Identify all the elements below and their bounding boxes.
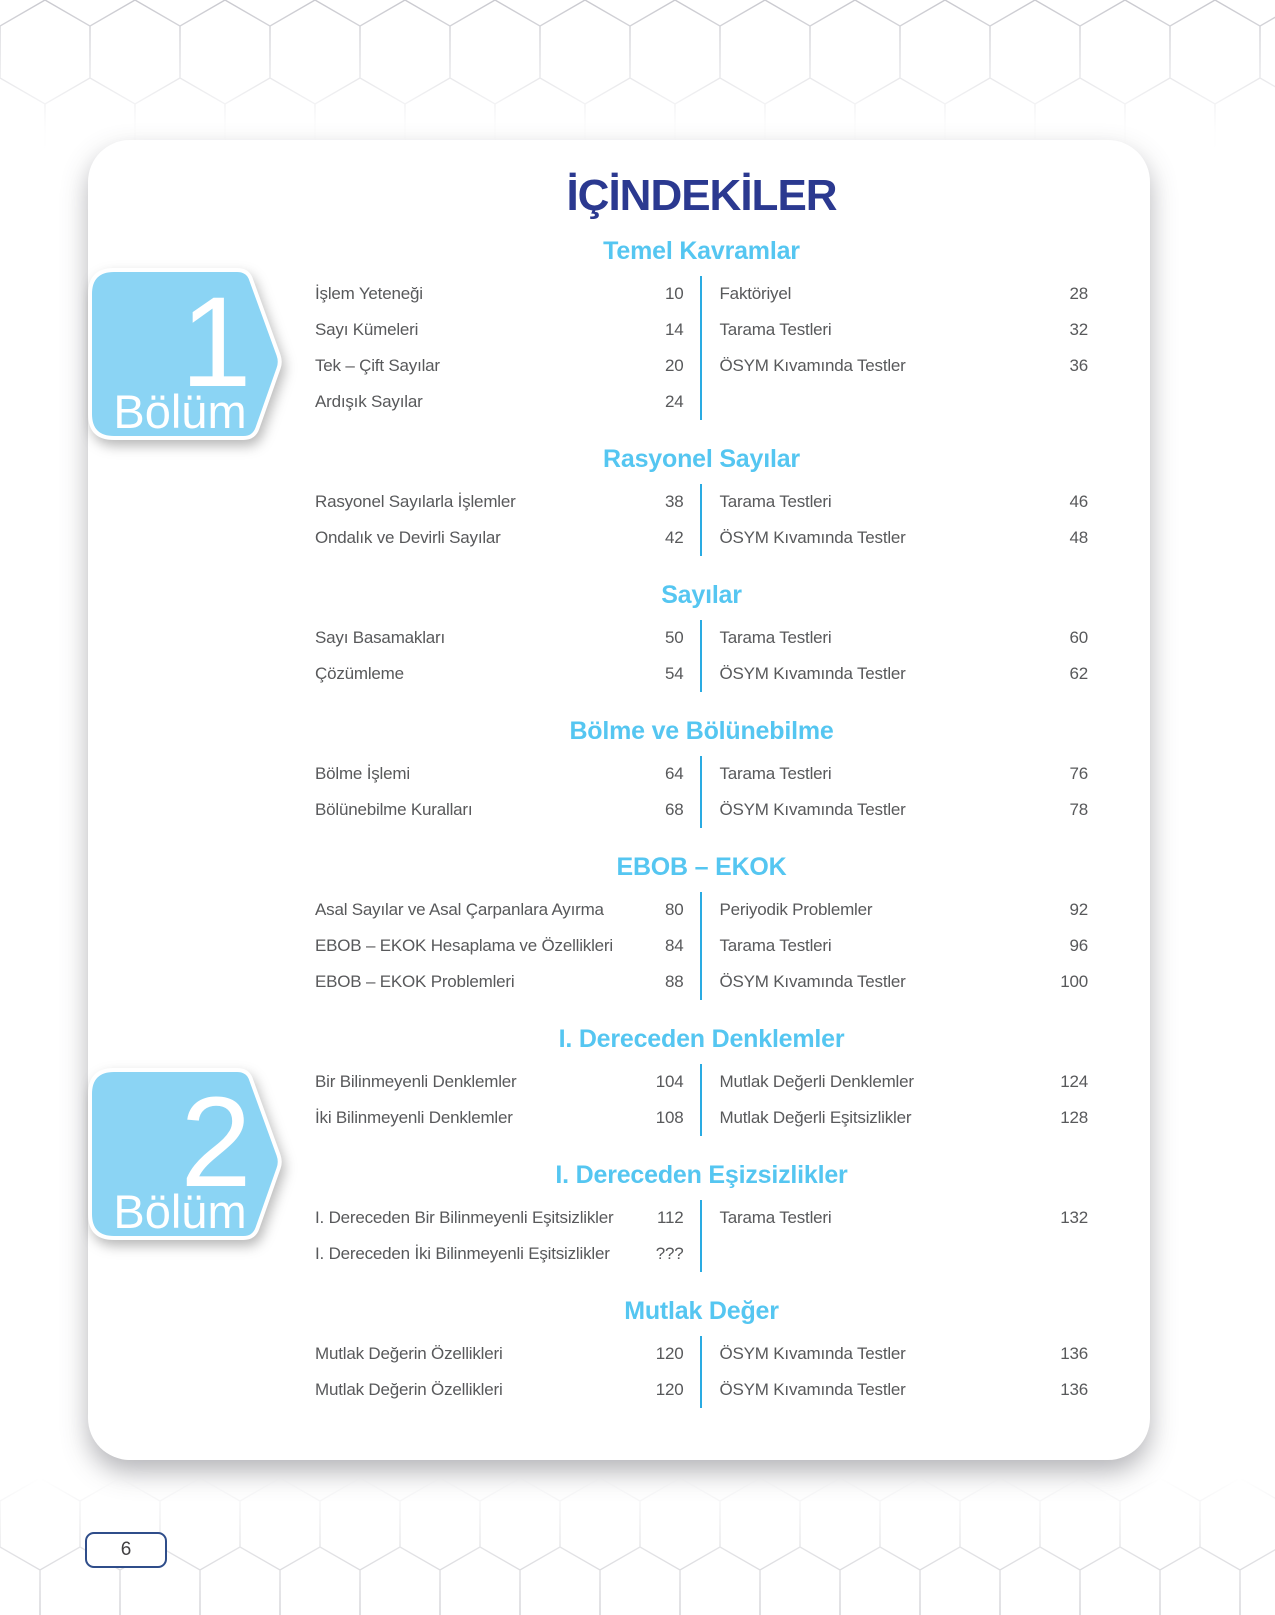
toc-item-page: 108 <box>655 1108 684 1127</box>
toc-item-label: Mutlak Değerin Özellikleri <box>315 1344 503 1363</box>
page-number: 6 <box>120 1539 132 1560</box>
toc-item-page: 100 <box>1060 972 1088 991</box>
toc-item-label: Periyodik Problemler <box>719 900 873 919</box>
toc-item-label: Tarama Testleri <box>719 764 832 783</box>
toc-item-label: I. Dereceden Bir Bilinmeyenli Eşitsizlikler <box>315 1208 614 1227</box>
toc-row <box>720 756 1089 792</box>
toc-row <box>720 1064 1089 1100</box>
toc-item-page: 124 <box>1060 1072 1088 1091</box>
toc-item-label: EBOB – EKOK Problemleri <box>315 972 515 991</box>
toc-row <box>720 312 1089 348</box>
toc-section-rasyonel-sayilar <box>315 444 1088 556</box>
toc-row <box>315 892 684 928</box>
toc-item-label: Mutlak Değerli Denklemler <box>719 1072 914 1091</box>
toc-item-page: 104 <box>655 1072 684 1091</box>
toc-item-page: 54 <box>664 664 684 683</box>
toc-item-label: Bölme İşlemi <box>315 764 410 783</box>
toc-item-page: 20 <box>664 356 684 375</box>
toc-item-label: Asal Sayılar ve Asal Çarpanlara Ayırma <box>315 900 604 919</box>
toc-item-label: Mutlak Değerin Özellikleri <box>315 1380 503 1399</box>
toc-row <box>315 1100 684 1136</box>
toc-item-page: 88 <box>664 972 684 991</box>
toc-item-page: 60 <box>1069 628 1088 647</box>
toc-row <box>720 928 1089 964</box>
toc-item-label: ÖSYM Kıvamında Testler <box>719 528 906 547</box>
toc-item-label: İşlem Yeteneği <box>315 284 423 303</box>
toc-row <box>720 276 1089 312</box>
toc-item-label: Sayı Basamakları <box>315 628 446 647</box>
toc-item-page: 96 <box>1069 936 1088 955</box>
toc-row <box>315 928 684 964</box>
toc-row <box>315 656 684 692</box>
toc-item-label: Sayı Kümeleri <box>315 320 419 339</box>
section-header: Bölme ve Bölünebilme <box>569 717 834 745</box>
toc-row <box>315 1064 684 1100</box>
toc-item-page: 128 <box>1060 1108 1088 1127</box>
toc-row <box>315 792 684 828</box>
chapter-badge-2 <box>88 1068 283 1240</box>
toc-row <box>720 348 1089 384</box>
hexagon-pattern-bottom <box>0 1478 1275 1615</box>
toc-row <box>315 276 684 312</box>
toc-item-page: 132 <box>1060 1208 1088 1227</box>
toc-item-page: 50 <box>664 628 684 647</box>
section-header: Temel Kavramlar <box>603 237 800 265</box>
toc-item-page: 48 <box>1069 528 1088 547</box>
toc-item-label: Tarama Testleri <box>719 320 832 339</box>
toc-item-page: 80 <box>664 900 684 919</box>
toc-item-label: Bir Bilinmeyenli Denklemler <box>315 1072 517 1091</box>
toc-row <box>720 1100 1089 1136</box>
toc-item-page: 120 <box>655 1380 684 1399</box>
page-title: İÇİNDEKİLER <box>566 171 837 220</box>
toc-item-page: 46 <box>1069 492 1088 511</box>
toc-item-page: 112 <box>656 1208 684 1227</box>
toc-row <box>315 384 684 420</box>
toc-item-page: 136 <box>1060 1380 1088 1399</box>
toc-row <box>720 1200 1089 1236</box>
toc-row <box>720 484 1089 520</box>
toc-row <box>315 1236 684 1272</box>
toc-section-1-dereceden-esitsizlikler <box>315 1160 1088 1272</box>
toc-item-label: Tarama Testleri <box>719 628 832 647</box>
toc-item-page: 76 <box>1069 764 1088 783</box>
chapter-label: Bölüm <box>113 1185 247 1238</box>
toc-row <box>315 520 684 556</box>
toc-item-label: Bölünebilme Kuralları <box>315 800 473 819</box>
toc-row <box>720 520 1089 556</box>
toc-item-page: 136 <box>1060 1344 1088 1363</box>
toc-item-label: Rasyonel Sayılarla İşlemler <box>315 492 516 511</box>
toc-item-page: 64 <box>664 764 684 783</box>
toc-item-label: Çözümleme <box>315 664 404 683</box>
toc-row <box>720 620 1089 656</box>
toc-item-page: 10 <box>664 284 684 303</box>
toc-item-label: ÖSYM Kıvamında Testler <box>719 356 906 375</box>
toc-section-bolme-ve-bolunebilme <box>315 716 1088 828</box>
toc-item-page: 78 <box>1069 800 1088 819</box>
toc-item-label: Ondalık ve Devirli Sayılar <box>315 528 501 547</box>
toc-row <box>315 1200 684 1236</box>
section-header: Sayılar <box>661 581 742 609</box>
hexagon-pattern-top <box>0 0 1275 150</box>
toc-item-page: 120 <box>655 1344 684 1363</box>
toc-row <box>720 1372 1089 1408</box>
toc-section-mutlak-deger <box>315 1296 1088 1408</box>
toc-item-label: Tarama Testleri <box>719 936 832 955</box>
toc-item-label: EBOB – EKOK Hesaplama ve Özellikleri <box>315 936 613 955</box>
toc-row <box>720 792 1089 828</box>
toc-section-sayilar <box>315 580 1088 692</box>
toc-item-page: 36 <box>1069 356 1088 375</box>
section-header: Rasyonel Sayılar <box>603 445 800 473</box>
section-header: I. Dereceden Eşizsizlikler <box>555 1161 848 1189</box>
toc-row <box>315 964 684 1000</box>
page-number-box <box>85 1532 167 1568</box>
toc-row <box>720 892 1089 928</box>
toc-item-label: Ardışık Sayılar <box>315 392 423 411</box>
toc-item-page: 32 <box>1069 320 1088 339</box>
toc-item-page: 38 <box>664 492 684 511</box>
toc-item-page: 68 <box>664 800 684 819</box>
content-card <box>88 140 1150 1460</box>
toc-item-page: 92 <box>1069 900 1088 919</box>
toc-row <box>720 1336 1089 1372</box>
toc-row <box>315 348 684 384</box>
toc-item-label: ÖSYM Kıvamında Testler <box>719 1380 906 1399</box>
toc-item-page: 42 <box>664 528 684 547</box>
section-header: EBOB – EKOK <box>616 853 787 881</box>
toc-item-label: ÖSYM Kıvamında Testler <box>719 972 906 991</box>
toc-item-label: Mutlak Değerli Eşitsizlikler <box>719 1108 912 1127</box>
toc-item-label: Tek – Çift Sayılar <box>315 356 440 375</box>
toc-item-label: ÖSYM Kıvamında Testler <box>719 1344 906 1363</box>
toc-item-page: 84 <box>664 936 684 955</box>
chapter-number: 1 <box>180 271 252 414</box>
toc-item-label: ÖSYM Kıvamında Testler <box>719 664 906 683</box>
section-header: Mutlak Değer <box>624 1297 779 1325</box>
toc-item-label: Tarama Testleri <box>719 1208 832 1227</box>
toc-section-temel-kavramlar <box>315 236 1088 420</box>
toc-item-page: 24 <box>664 392 684 411</box>
toc-item-label: I. Dereceden İki Bilinmeyenli Eşitsizlikler <box>315 1244 610 1263</box>
toc-item-label: ÖSYM Kıvamında Testler <box>719 800 906 819</box>
toc-section-1-dereceden-denklemler <box>315 1024 1088 1136</box>
toc-row <box>315 312 684 348</box>
toc-row <box>315 484 684 520</box>
chapter-label: Bölüm <box>113 385 247 438</box>
toc-row <box>720 964 1089 1000</box>
toc-item-label: Faktöriyel <box>719 284 792 303</box>
toc-item-page: 28 <box>1069 284 1088 303</box>
toc-row <box>315 756 684 792</box>
toc-section-ebob-ekok <box>315 852 1088 1000</box>
toc-item-page: ??? <box>655 1244 684 1263</box>
chapter-number: 2 <box>180 1071 252 1214</box>
toc-item-label: Tarama Testleri <box>719 492 832 511</box>
section-header: I. Dereceden Denklemler <box>558 1025 845 1053</box>
toc-row <box>315 1372 684 1408</box>
toc-item-page: 14 <box>664 320 684 339</box>
toc-row <box>720 656 1089 692</box>
toc-row <box>315 620 684 656</box>
toc-item-page: 62 <box>1069 664 1088 683</box>
toc-row <box>315 1336 684 1372</box>
toc-content <box>315 170 1088 1408</box>
toc-item-label: İki Bilinmeyenli Denklemler <box>315 1108 513 1127</box>
chapter-badge-1 <box>88 268 283 440</box>
